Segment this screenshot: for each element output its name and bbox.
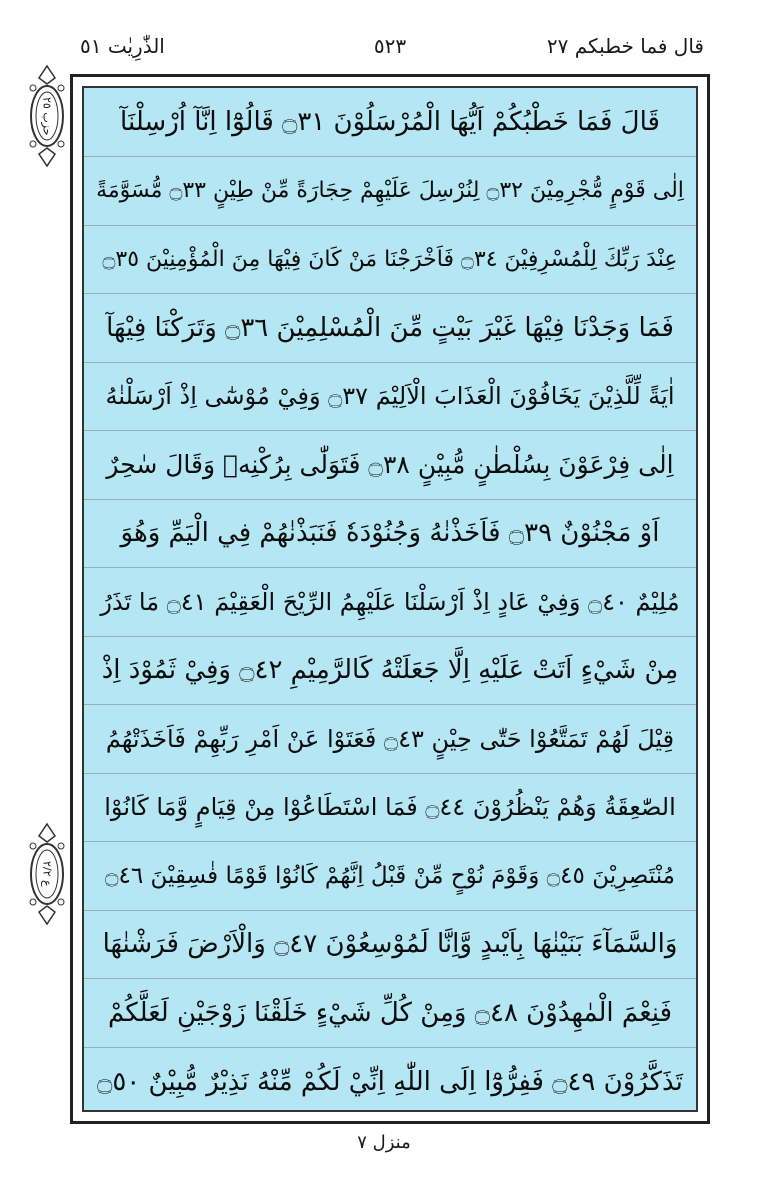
text-panel xyxy=(82,86,698,1112)
manzil-footer: منزل ٧ xyxy=(357,1132,411,1153)
verse-line xyxy=(84,636,696,705)
verse-text: مِنْ شَيْءٍ اَتَتْ عَلَيْهِ اِلَّا جَعَلَتْهُ كَالرَّمِيْمِ ۝٤٢ وَفِيْ ثَمُوْدَ اِذْ xyxy=(101,655,679,685)
verse-text: قَالَ فَمَا خَطْبُكُمْ اَيُّهَا الْمُرْسَلُوْنَ ۝٣١ قَالُوْٓا اِنَّآ اُرْسِلْنَآ xyxy=(120,107,660,137)
page-header xyxy=(70,30,710,66)
verse-text: عِنْدَ رَبِّكَ لِلْمُسْرِفِيْنَ ۝٣٤ فَاَخْرَجْنَا مَنْ كَانَ فِيْهَا مِنَ الْمُؤْمِنِيْنَ ۝٣٥ xyxy=(102,246,678,272)
verse-text: مُلِيْمٌ ۝٤٠ وَفِيْ عَادٍ اِذْ اَرْسَلْنَا عَلَيْهِمُ الرِّيْحَ الْعَقِيْمَ ۝٤١ مَا تَذَرُ xyxy=(100,587,680,616)
verse-line xyxy=(84,910,696,979)
surah-name: الذّٰرِيٰت ٥١ xyxy=(80,34,165,58)
juz-name: قال فما خطبكم ٢٧ xyxy=(546,34,704,58)
ruku-marker-ornament xyxy=(25,822,69,926)
verse-text: اٰيَةً لِّلَّذِيْنَ يَخَافُوْنَ الْعَذَابَ الْاَلِيْمَ ۝٣٧ وَفِيْ مُوْسٰٓى اِذْ اَرْسَلْنٰهُ xyxy=(105,382,675,410)
verse-line xyxy=(84,499,696,568)
verse-line xyxy=(84,842,696,911)
verse-line xyxy=(84,294,696,363)
verse-text: مُنْتَصِرِيْنَ ۝٤٥ وَقَوْمَ نُوْحٍ مِّنْ قَبْلُ اِنَّهُمْ كَانُوْا قَوْمًا فٰسِقِيْنَ ۝٤٦ xyxy=(105,862,675,889)
hizb-marker-ornament xyxy=(25,64,69,168)
verse-line xyxy=(84,225,696,294)
verse-text: اِلٰى فِرْعَوْنَ بِسُلْطٰنٍ مُّبِيْنٍ ۝٣٨ فَتَوَلّٰى بِرُكْنِهٖ وَقَالَ سٰحِرٌ xyxy=(106,450,674,479)
verse-text: اَوْ مَجْنُوْنٌ ۝٣٩ فَاَخَذْنٰهُ وَجُنُوْدَهٗ فَنَبَذْنٰهُمْ فِي الْيَمِّ وَهُوَ xyxy=(120,518,660,548)
verse-line xyxy=(84,157,696,226)
verse-line xyxy=(84,1047,696,1116)
verse-line xyxy=(84,705,696,774)
hizb-marker-text: حزب ٢٥ xyxy=(40,96,54,136)
ruku-marker-text: ع ٢/٢ xyxy=(40,861,54,887)
verse-text: فَمَا وَجَدْنَا فِيْهَا غَيْرَ بَيْتٍ مِّنَ الْمُسْلِمِيْنَ ۝٣٦ وَتَرَكْنَا فِيْهَآ xyxy=(106,312,674,343)
verse-text: وَالسَّمَآءَ بَنَيْنٰهَا بِاَيْىدٍ وَّاِنَّا لَمُوْسِعُوْنَ ۝٤٧ وَالْاَرْضَ فَرَشْنٰهَا xyxy=(102,929,678,959)
verse-text: قِيْلَ لَهُمْ تَمَتَّعُوْا حَتّٰى حِيْنٍ ۝٤٣ فَعَتَوْا عَنْ اَمْرِ رَبِّهِمْ فَاَخَذَتْهُمُ xyxy=(105,724,675,753)
page-frame xyxy=(70,74,710,1124)
verse-line xyxy=(84,568,696,637)
page-number: ٥٢٣ xyxy=(373,34,407,58)
verse-text: تَذَكَّرُوْنَ ۝٤٩ فَفِرُّوْٓا اِلَى اللّٰهِ اِنِّيْ لَكُمْ مِّنْهُ نَذِيْرٌ مُّبِيْنٌ ۝٥٠ xyxy=(97,1066,683,1097)
verse-line xyxy=(84,773,696,842)
verse-text: الصّٰعِقَةُ وَهُمْ يَنْظُرُوْنَ ۝٤٤ فَمَا اسْتَطَاعُوْا مِنْ قِيَامٍ وَّمَا كَانُوْا xyxy=(104,793,676,821)
verse-line xyxy=(84,979,696,1048)
verse-line xyxy=(84,431,696,500)
verse-text: اِلٰى قَوْمٍ مُّجْرِمِيْنَ ۝٣٢ لِنُرْسِلَ عَلَيْهِمْ حِجَارَةً مِّنْ طِيْنٍ ۝٣٣ مُّسَوَّمَةً xyxy=(96,178,684,203)
verse-line xyxy=(84,362,696,431)
verse-line xyxy=(84,88,696,157)
verse-text: فَنِعْمَ الْمٰهِدُوْنَ ۝٤٨ وَمِنْ كُلِّ شَيْءٍ خَلَقْنَا زَوْجَيْنِ لَعَلَّكُمْ xyxy=(107,997,673,1028)
